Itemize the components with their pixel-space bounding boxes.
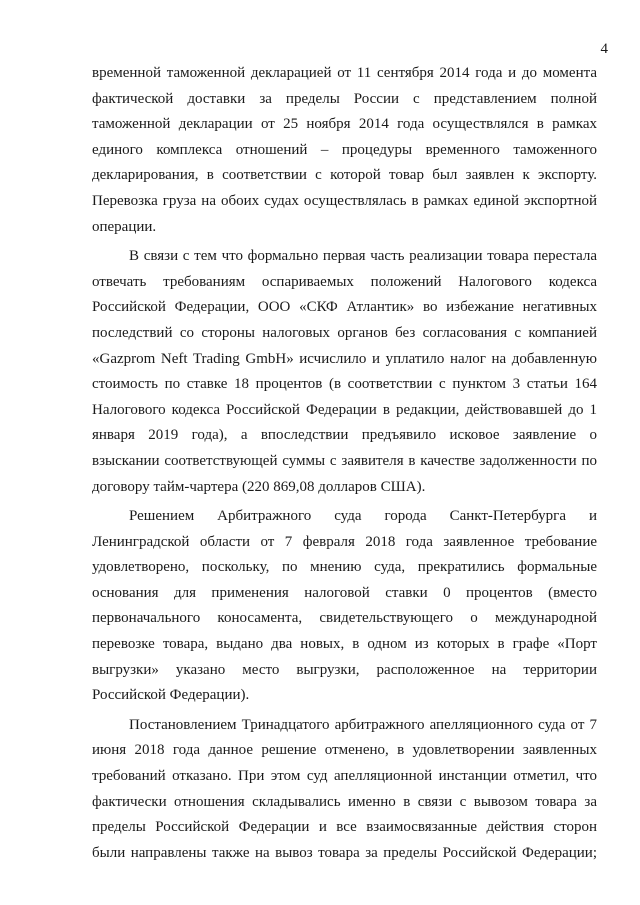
text-line: основания для применения налоговой ставки 0 процентов (вместо: [92, 584, 597, 601]
text-line: В связи с тем что формально первая часть реализации товара перестала: [129, 248, 597, 265]
paragraph: [92, 504, 597, 709]
text-line: договору тайм-чартера (220 869,08 долларов США).: [92, 478, 426, 495]
text-line: выгрузки» указано место выгрузки, расположенное на территории: [92, 661, 597, 678]
text-line: Налогового кодекса Российской Федерации в редакции, действовавшей до 1: [92, 401, 597, 418]
text-line: требований отказано. При этом суд апелляционной инстанции отметил, что: [92, 768, 597, 785]
text-line: «Gazprom Neft Trading GmbH» исчислило и уплатило налог на добавленную: [92, 350, 597, 367]
text-line: единого комплекса отношений – процедуры временного таможенного: [92, 141, 597, 158]
text-line: Решением Арбитражного суда города Санкт-Петербурга и: [129, 508, 597, 525]
text-line: пределы Российской Федерации и все взаимосвязанные действия сторон: [92, 819, 597, 836]
text-line: стоимость по ставке 18 процентов (в соответствии с пунктом 3 статьи 164: [92, 376, 597, 393]
text-line: января 2019 года), а впоследствии предъявило исковое заявление о: [92, 427, 597, 444]
paragraph: [92, 244, 597, 500]
text-line: Российской Федерации).: [92, 687, 250, 704]
text-line: операции.: [92, 218, 157, 235]
paragraph: [92, 713, 597, 867]
text-line: фактически отношения складывались именно в связи с вывозом товара за: [92, 793, 597, 810]
text-line: первоначального коносамента, свидетельствующего о международной: [92, 610, 597, 627]
body-text: [92, 61, 597, 870]
text-line: временной таможенной декларацией от 11 сентября 2014 года и до момента: [92, 65, 597, 81]
text-line: удовлетворено, поскольку, по мнению суда, прекратились формальные: [92, 559, 597, 576]
text-line: взыскании соответствующей суммы с заявителя в качестве задолженности по: [92, 452, 597, 469]
page-number: 4: [600, 41, 608, 57]
text-line: июня 2018 года данное решение отменено, в удовлетворении заявленных: [92, 742, 597, 759]
text-line: отвечать требованиям оспариваемых положений Налогового кодекса: [92, 273, 597, 290]
text-line: таможенной декларации от 25 ноября 2014 года осуществлялся в рамках: [92, 116, 597, 133]
text-line: Российской Федерации, ООО «СКФ Атлантик» во избежание негативных: [92, 299, 597, 316]
text-line: Перевозка груза на обоих судах осуществлялась в рамках единой экспортной: [92, 192, 597, 209]
paragraph: [92, 61, 597, 240]
text-line: Ленинградской области от 7 февраля 2018 года заявленное требование: [92, 533, 597, 550]
text-line: фактической доставки за пределы России с представлением полной: [92, 90, 597, 107]
text-line: Постановлением Тринадцатого арбитражного апелляционного суда от 7: [129, 716, 597, 733]
text-line: перевозке товара, выдано два новых, в одном из которых в графе «Порт: [92, 636, 597, 653]
text-line: последствий со стороны налоговых органов без согласования с компанией: [92, 324, 597, 341]
text-line: декларирования, в соответствии с которой товар был заявлен к экспорту.: [92, 167, 597, 184]
text-line: были направлены также на вывоз товара за пределы Российской Федерации;: [92, 844, 597, 861]
